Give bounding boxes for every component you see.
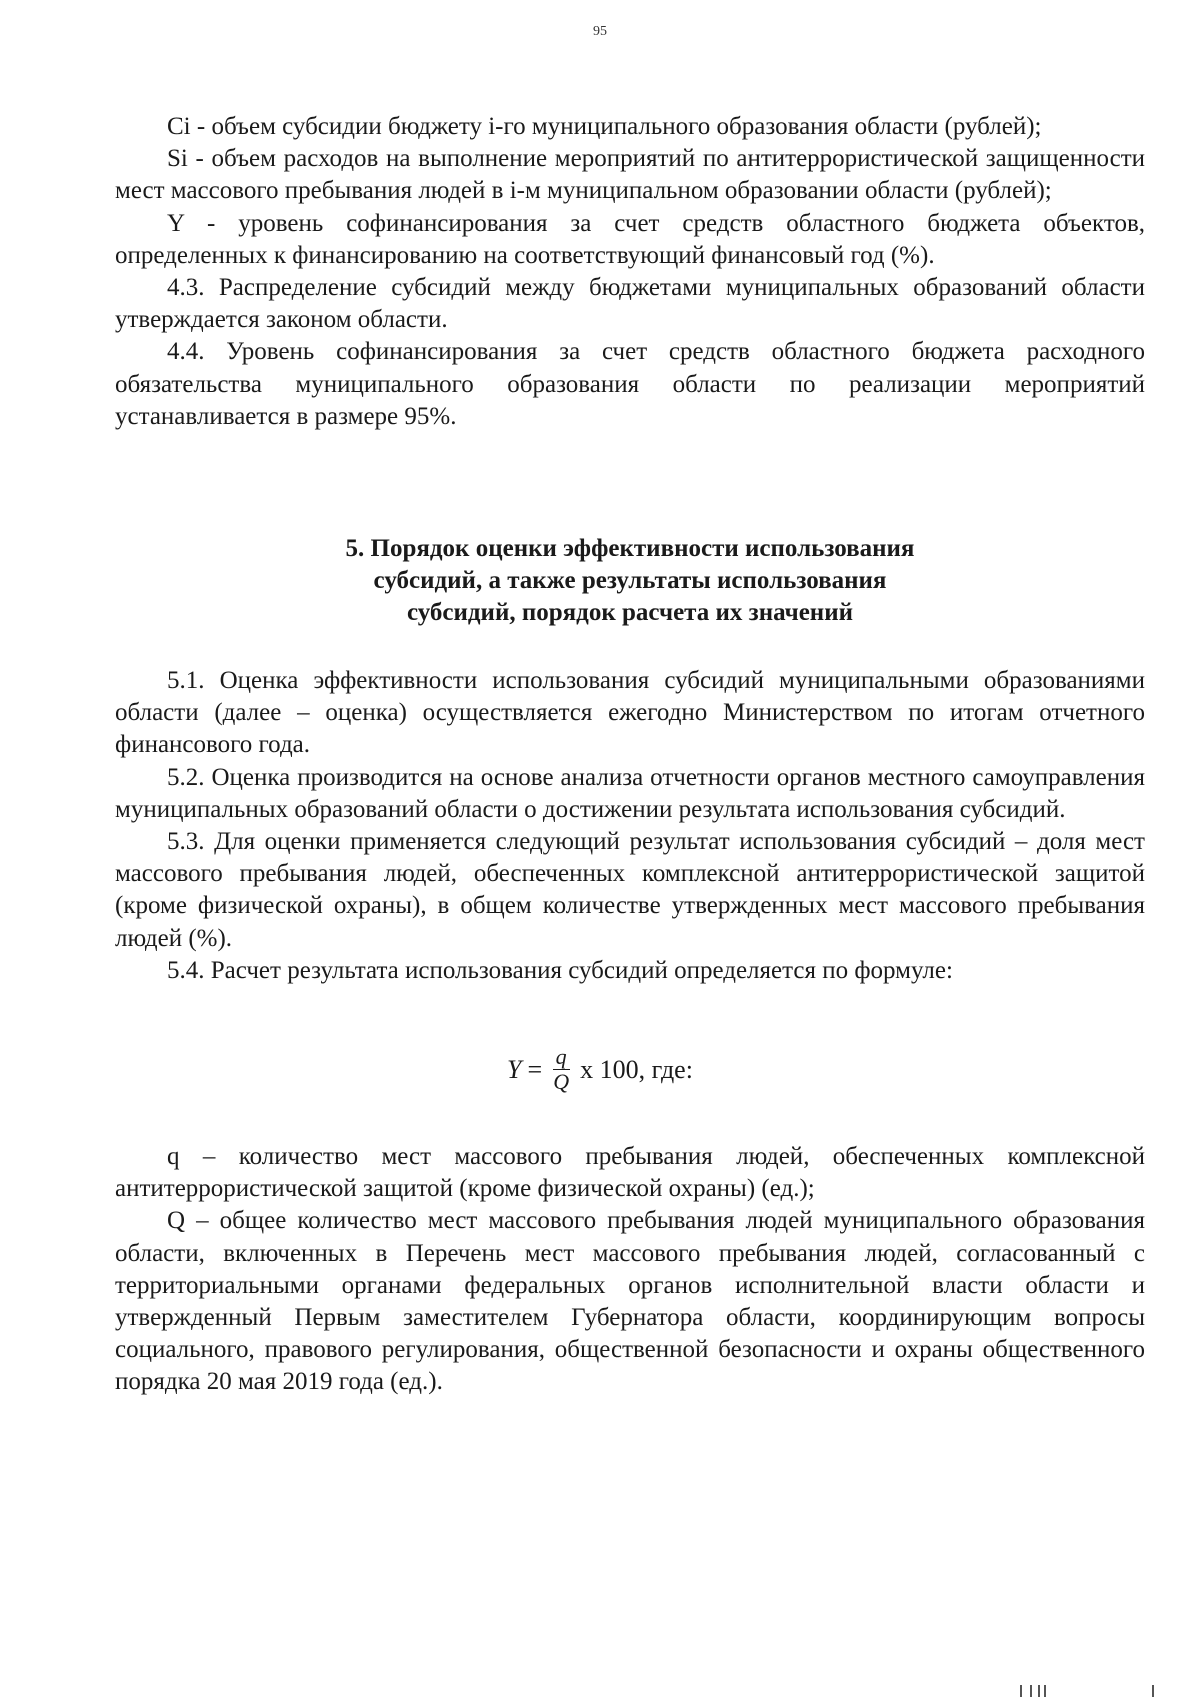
paragraph-ci-definition: Ci - объем субсидии бюджету i-го муниципального образования области (рублей); (167, 113, 1042, 140)
paragraph-5-3: 5.3. Для оценки применяется следующий результат использования субсидий – доля мест массового пребывания людей, обеспеченных комплексной антитеррористической защитой (кроме физической охраны), в общем количестве утвержденных мест массового пребывания людей (%). (115, 828, 1145, 952)
paragraph-Q-definition: Q – общее количество мест массового пребывания людей муниципального образования области, включенных в Перечень мест массового пребывания людей, согласованный с территориальными органами федеральных органов исполнительной власти области и утвержденный Первым заместителем Губернатора области, координирующим вопросы социального, правового регулирования, общественной безопасности и охраны общественного порядка 20 мая 2019 года (ед.). (115, 1207, 1145, 1396)
paragraph-q-definition: q – количество мест массового пребывания людей, обеспеченных комплексной антитеррористической защитой (кроме физической охраны) (ед.); (115, 1143, 1145, 1203)
heading-line-1: 5. Порядок оценки эффективности использования (345, 535, 915, 562)
formula-tail: x 100, где: (580, 1054, 693, 1084)
formula-numerator: q (553, 1045, 570, 1070)
text-block-middle (115, 665, 1145, 987)
page-number: 95 (593, 24, 607, 39)
formula-lhs: Y (507, 1054, 522, 1084)
section-5-heading (115, 533, 1145, 629)
paragraph-5-2: 5.2. Оценка производится на основе анализа отчетности органов местного самоуправления муниципальных образований области о достижении результата использования субсидий. (115, 763, 1145, 823)
paragraph-si-definition: Si - объем расходов на выполнение мероприятий по антитеррористической защищенности мест массового пребывания людей в i-м муниципальном образовании области (рублей); (115, 145, 1145, 205)
result-formula (0, 1045, 1200, 1094)
scan-edge-marks (1020, 1677, 1160, 1697)
paragraph-4-3: 4.3. Распределение субсидий между бюджетами муниципальных образований области утверждается законом области. (115, 274, 1145, 334)
heading-line-2: субсидий, а также результаты использования (373, 567, 887, 594)
text-block-bottom (115, 1141, 1145, 1399)
heading-line-3: субсидий, порядок расчета их значений (406, 599, 854, 626)
formula-equals: = (527, 1054, 543, 1084)
text-block-top (115, 111, 1145, 433)
paragraph-y-definition: Y - уровень софинансирования за счет средств областного бюджета объектов, определенных к финансированию на соответствующий финансовый год (%). (115, 209, 1145, 269)
formula-denominator: Q (553, 1069, 570, 1094)
paragraph-5-1: 5.1. Оценка эффективности использования субсидий муниципальными образованиями области (далее – оценка) осуществляется ежегодно Министерством по итогам отчетного финансового года. (115, 667, 1145, 759)
paragraph-4-4: 4.4. Уровень софинансирования за счет средств областного бюджета расходного обязательства муниципального образования области по реализации мероприятий устанавливается в размере 95%. (115, 338, 1145, 430)
formula-fraction (550, 1045, 572, 1094)
paragraph-5-4: 5.4. Расчет результата использования субсидий определяется по формуле: (167, 956, 953, 984)
